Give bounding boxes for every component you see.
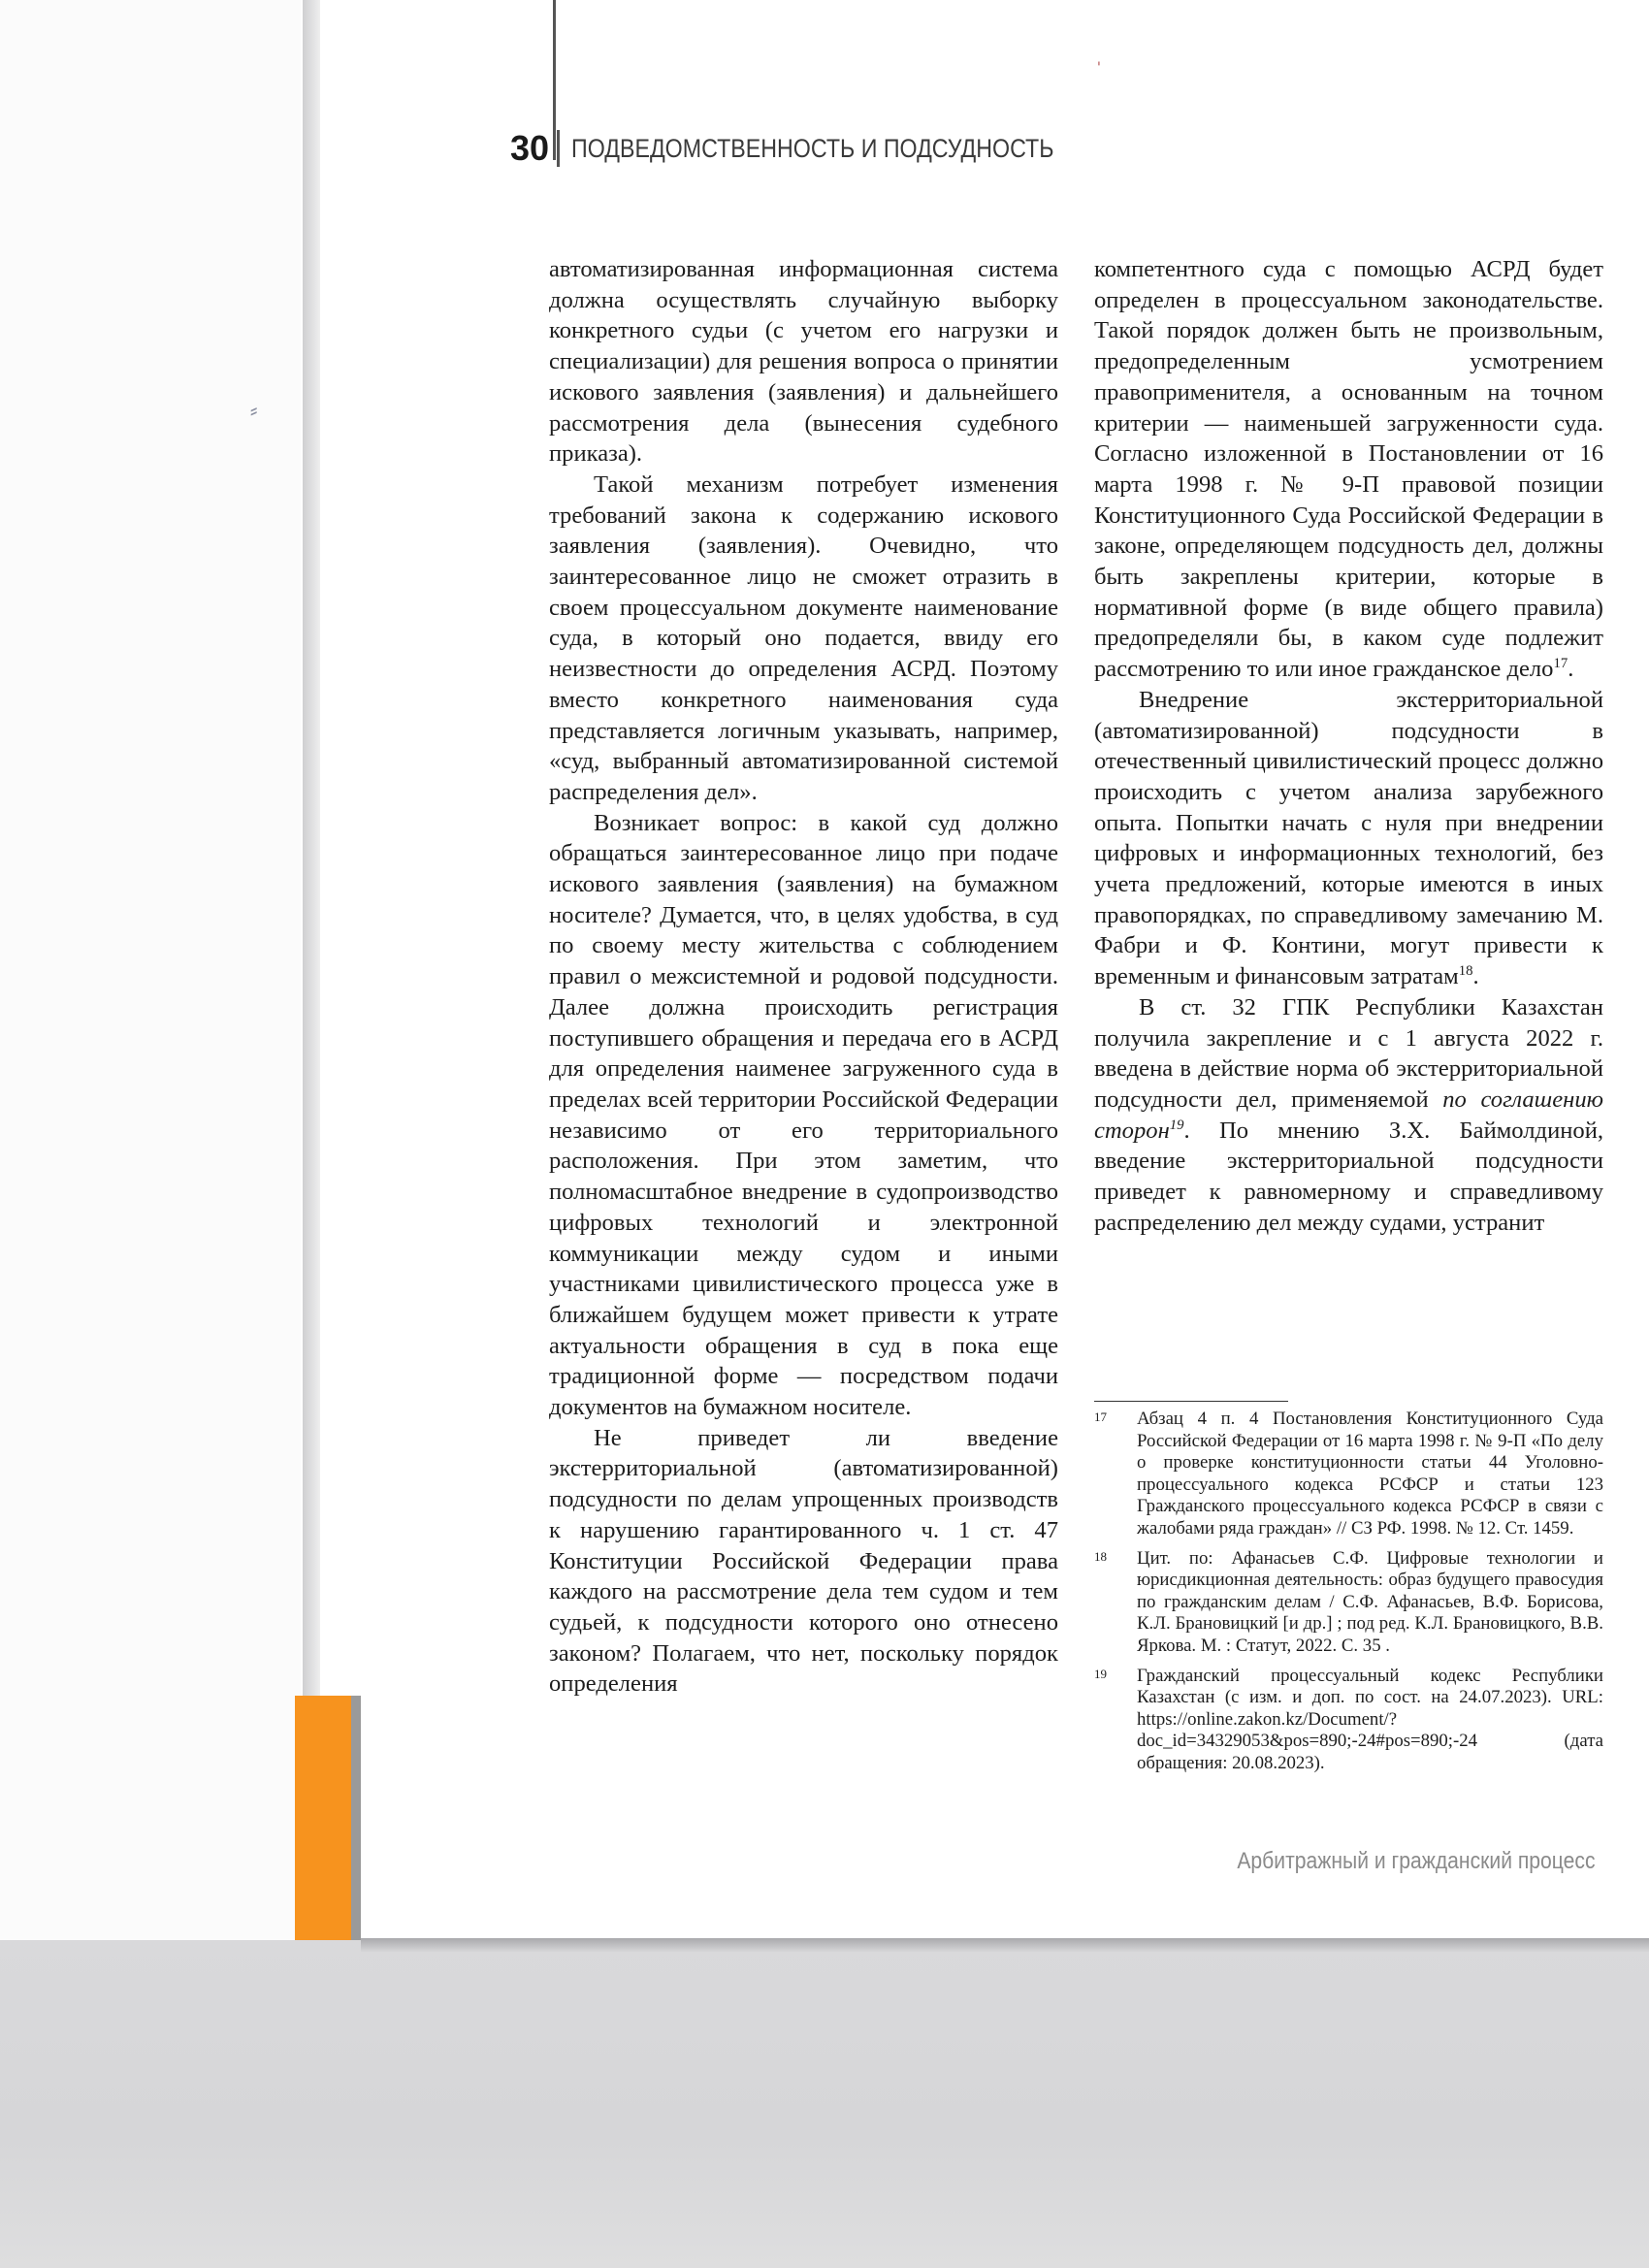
journal-footer: Арбитражный и гражданский процесс bbox=[1237, 1848, 1596, 1874]
paragraph bbox=[1094, 685, 1603, 992]
paragraph-end: . bbox=[1472, 963, 1479, 990]
page-edge-shadow bbox=[303, 0, 322, 1930]
page-number: 30 bbox=[510, 128, 550, 168]
edge-rule bbox=[351, 1696, 361, 1940]
paragraph-text: Внедрение экстерриториальной (автоматизированной) подсудности в отечественный цивилистический процесс должно происходить с учетом анализа зарубежного опыта. Попытки начать с нуля при внедрении цифровых и информационных технологий, без учета предложений, которые имеются в иных правопорядках, по справедливому замечанию М. Фабри и Ф. Контини, могут привести к временным и финансовым затратам bbox=[1094, 686, 1603, 990]
accent-tab bbox=[295, 1696, 351, 1940]
paragraph-end: . bbox=[1568, 656, 1574, 683]
page-bottom-shadow bbox=[361, 1938, 1649, 1952]
footnote bbox=[1094, 1409, 1603, 1540]
footnote-text: Гражданский процессуальный кодекс Республики Казахстан (с изм. и доп. по сост. на 24.07.2023). URL: https://online.zakon.kz/Document/?doc_id=34329053&pos=890;-24#pos=890;-24 (дата обращения: 20.08.2023). bbox=[1137, 1665, 1603, 1773]
paragraph: автоматизированная информационная система должна осуществлять случайную выборку конкретного судьи (с учетом его нагрузки и специализации) для решения вопроса о принятии искового заявления (заявления) и дальнейшего рассмотрения дела (вынесения судебного приказа). bbox=[549, 256, 1058, 468]
scan-bottom-area bbox=[0, 1940, 1649, 2268]
footnote-number: 19 bbox=[1094, 1666, 1107, 1681]
footnote-ref: 17 bbox=[1553, 655, 1568, 671]
running-header bbox=[510, 124, 1133, 173]
footnote-ref: 18 bbox=[1458, 962, 1473, 979]
scan-speck: ' bbox=[1097, 60, 1101, 76]
paragraph bbox=[1094, 992, 1603, 1239]
paragraph: Возникает вопрос: в какой суд должно обращаться заинтересованное лицо при подаче искового заявления (заявления) на бумажном носителе? Думается, что, в целях удобства, в суд по своему месту жительства с соблюдением правил о межсистемной и родовой подсудности. Далее должна происходить регистрация поступившего обращения и передача его в АСРД для определения наименее загруженного суда в пределах всей территории Российской Федерации независимо от его территориального расположения. При этом заметим, что полномасштабное внедрение в судопроизводство цифровых технологий и электронной коммуникации между судом и иными участниками цивилистического процесса уже в ближайшем будущем может привести к утрате актуальности обращения в суд в пока еще традиционной форме — посредством подачи документов на бумажном носителе. bbox=[549, 809, 1058, 1421]
footnote-ref: 19 bbox=[1169, 1117, 1184, 1133]
paragraph: Такой механизм потребует изменения требований закона к содержанию искового заявления (заявления). Очевидно, что заинтересованное лицо не сможет отразить в своем процессуальном документе наименование суда, в который оно подается, ввиду его неизвестности до определения АСРД. Поэтому вместо конкретного наименования суда представляется логичным указывать, например, «суд, выбранный автоматизированной системой распределения дел». bbox=[549, 470, 1058, 805]
right-column bbox=[1094, 254, 1603, 1239]
paragraph bbox=[1094, 254, 1603, 685]
scan-speck: ⸗ bbox=[250, 399, 258, 423]
footnote-separator bbox=[1094, 1401, 1288, 1402]
footnote bbox=[1094, 1548, 1603, 1658]
paragraph-text: . По мнению З.Х. Баймолдиной, введение экстерриториальной подсудности приведет к равномерному и справедливому распределению дел между судами, устранит bbox=[1094, 1117, 1603, 1236]
header-divider bbox=[557, 130, 560, 167]
footnotes bbox=[1094, 1409, 1603, 1783]
emphasized-phrase: по соглашению сторон bbox=[1094, 1085, 1603, 1144]
scan-background bbox=[0, 0, 301, 2268]
footnote-number: 17 bbox=[1094, 1409, 1107, 1424]
section-title: ПОДВЕДОМСТВЕННОСТЬ И ПОДСУДНОСТЬ bbox=[571, 133, 1054, 163]
footnote-text: Цит. по: Афанасьев С.Ф. Цифровые технологии и юрисдикционная деятельность: образ будущего правосудия по гражданским делам / С.Ф. Афанасьев, В.Ф. Борисова, К.Л. Брановицкий [и др.] ; под ред. К.Л. Брановицкого, В.В. Яркова. М. : Статут, 2022. С. 35 . bbox=[1137, 1547, 1603, 1656]
footnote bbox=[1094, 1666, 1603, 1775]
left-column bbox=[549, 254, 1058, 1700]
paragraph-text: компетентного суда с помощью АСРД будет определен в процессуальном законодательстве. Такой порядок должен быть не произвольным, предопределенным усмотрением правоприменителя, а основанным на точном критерии — наименьшей загруженности суда. Согласно изложенной в Постановлении от 16 марта 1998 г. № 9-П правовой позиции Конституционного Суда Российской Федерации в законе, определяющем подсудность дел, должны быть закреплены критерии, которые в нормативной форме (в виде общего правила) предопределяли бы, в каком суде подлежит рассмотрению то или иное гражданское дело bbox=[1094, 256, 1603, 683]
footnote-number: 18 bbox=[1094, 1548, 1107, 1564]
footnote-text: Абзац 4 п. 4 Постановления Конституционного Суда Российской Федерации от 16 марта 1998 г. № 9-П «По делу о проверке конституционности статьи 44 Уголовно-процессуального кодекса РСФСР и статьи 123 Гражданского процессуального кодекса РСФСР в связи с жалобами ряда граждан» // СЗ РФ. 1998. № 12. Ст. 1459. bbox=[1137, 1409, 1603, 1539]
paragraph-text: В ст. 32 ГПК Республики Казахстан получила закрепление и с 1 августа 2022 г. введена в действие норма об экстерриториальной подсудности дел, применяемой bbox=[1094, 993, 1603, 1113]
paragraph: Не приведет ли введение экстерриториальной (автоматизированной) подсудности по делам упрощенных производств к нарушению гарантированного ч. 1 ст. 47 Конституции Российской Федерации права каждого на рассмотрение дела тем судом и тем судьей, к подсудности которого оно отнесено законом? Полагаем, что нет, поскольку порядок определения bbox=[549, 1424, 1058, 1698]
